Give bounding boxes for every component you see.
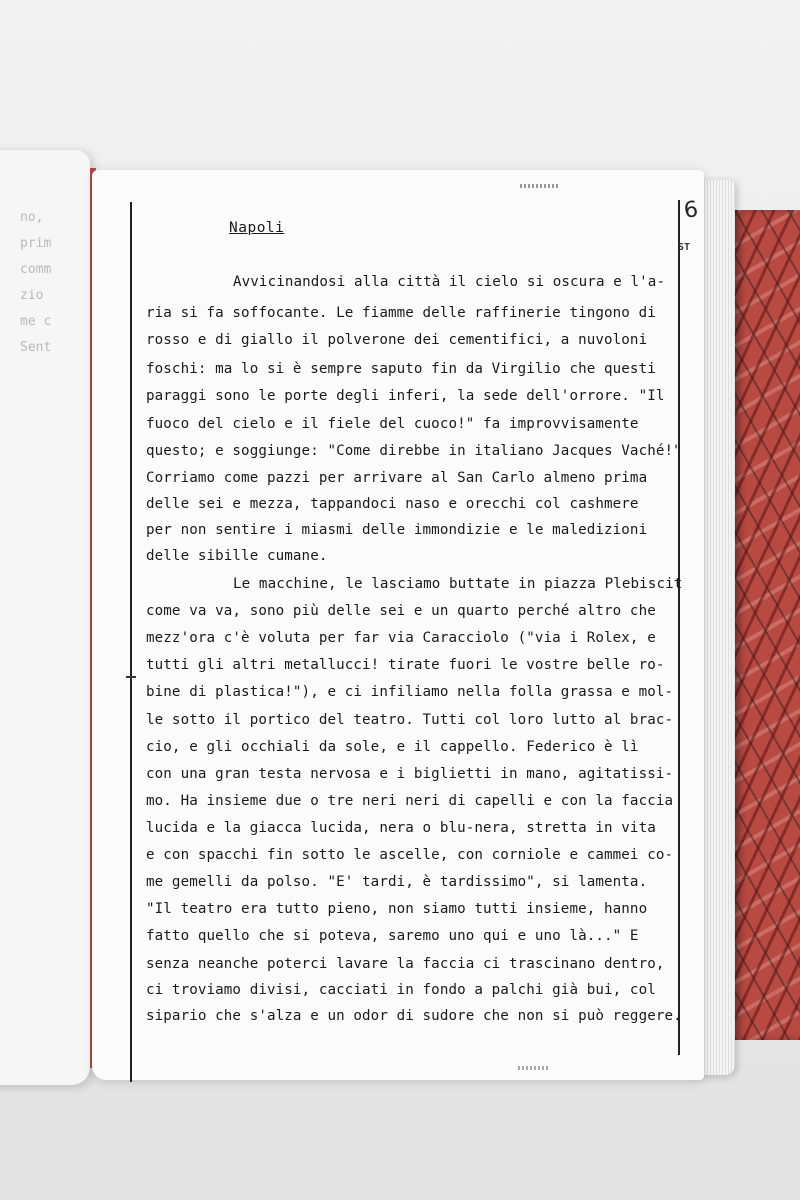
text-line: come va va, sono più delle sei e un quarto perché altro che xyxy=(146,603,656,619)
left-page-fragment: no, xyxy=(20,210,44,225)
text-line: rosso e di giallo il polverone dei cementifici, a nuvoloni xyxy=(146,332,648,348)
text-line: e con spacchi fin sotto le ascelle, con corniole e cammei co- xyxy=(146,847,674,863)
text-line: "Il teatro era tutto pieno, non siamo tutti insieme, hanno xyxy=(146,901,648,917)
text-line: ria si fa soffocante. Le fiamme delle raffinerie tingono di xyxy=(146,305,656,321)
text-line: questo; e soggiunge: "Come direbbe in italiano Jacques Vaché!" xyxy=(146,443,682,459)
text-line: Corriamo come pazzi per arrivare al San Carlo almeno prima xyxy=(146,470,648,486)
text-line: me gemelli da polso. "E' tardi, è tardissimo", si lamenta. xyxy=(146,874,648,890)
text-line: senza neanche poterci lavare la faccia ci trascinano dentro, xyxy=(146,956,665,972)
left-page-fragment: prim xyxy=(20,236,52,251)
text-line: delle sibille cumane. xyxy=(146,548,328,564)
text-line: fuoco del cielo e il fiele del cuoco!" fa improvvisamente xyxy=(146,416,639,432)
text-line: fatto quello che si poteva, saremo uno qui e uno là..." E xyxy=(146,928,639,944)
margin-tick-mark xyxy=(126,676,136,678)
left-page-fragment: me c xyxy=(20,314,52,329)
text-line: paraggi sono le porte degli inferi, la sede dell'orrore. "Il xyxy=(146,388,665,404)
text-line: cio, e gli occhiali da sole, e il cappello. Federico è lì xyxy=(146,739,639,755)
text-line: bine di plastica!"), e ci infiliamo nella folla grassa e mol- xyxy=(146,684,674,700)
text-line: delle sei e mezza, tappandoci naso e orecchi col cashmere xyxy=(146,496,639,512)
text-line: Avvicinandosi alla città il cielo si oscura e l'a- xyxy=(233,274,666,290)
left-page-fragment: comm xyxy=(20,262,52,277)
text-line: ci troviamo divisi, cacciati in fondo a palchi già bui, col xyxy=(146,982,656,998)
text-line: tutti gli altri metallucci! tirate fuori le vostre belle ro- xyxy=(146,657,665,673)
ink-smudge xyxy=(518,1066,548,1070)
text-line: le sotto il portico del teatro. Tutti col loro lutto al brac- xyxy=(146,712,674,728)
text-line: foschi: ma lo si è sempre saputo fin da Virgilio che questi xyxy=(146,361,656,377)
left-margin-rule xyxy=(130,202,132,1082)
text-line: con una gran testa nervosa e i biglietti in mano, agitatissi- xyxy=(146,766,674,782)
typed-page xyxy=(92,170,704,1080)
text-line: mezz'ora c'è voluta per far via Caracciolo ("via i Rolex, e xyxy=(146,630,656,646)
left-page-fragment: Sent xyxy=(20,340,52,355)
marbled-book-cover xyxy=(735,210,800,1040)
text-line: mo. Ha insieme due o tre neri neri di capelli e con la faccia xyxy=(146,793,674,809)
corner-stamp: ST xyxy=(678,242,691,253)
text-line: lucida e la giacca lucida, nera o blu-nera, stretta in vita xyxy=(146,820,656,836)
right-margin-rule xyxy=(678,200,680,1055)
text-line: Le macchine, le lasciamo buttate in piazza Plebiscit xyxy=(233,576,683,592)
text-line: per non sentire i miasmi delle immondizie e le maledizioni xyxy=(146,522,648,538)
left-page-fragment: zio xyxy=(20,288,44,303)
ink-smudge xyxy=(520,184,560,188)
left-page xyxy=(0,150,90,1085)
text-line: sipario che s'alza e un odor di sudore che non si può reggere. xyxy=(146,1008,682,1024)
page-number: 6 xyxy=(682,197,700,224)
page-title: Napoli xyxy=(229,220,285,236)
